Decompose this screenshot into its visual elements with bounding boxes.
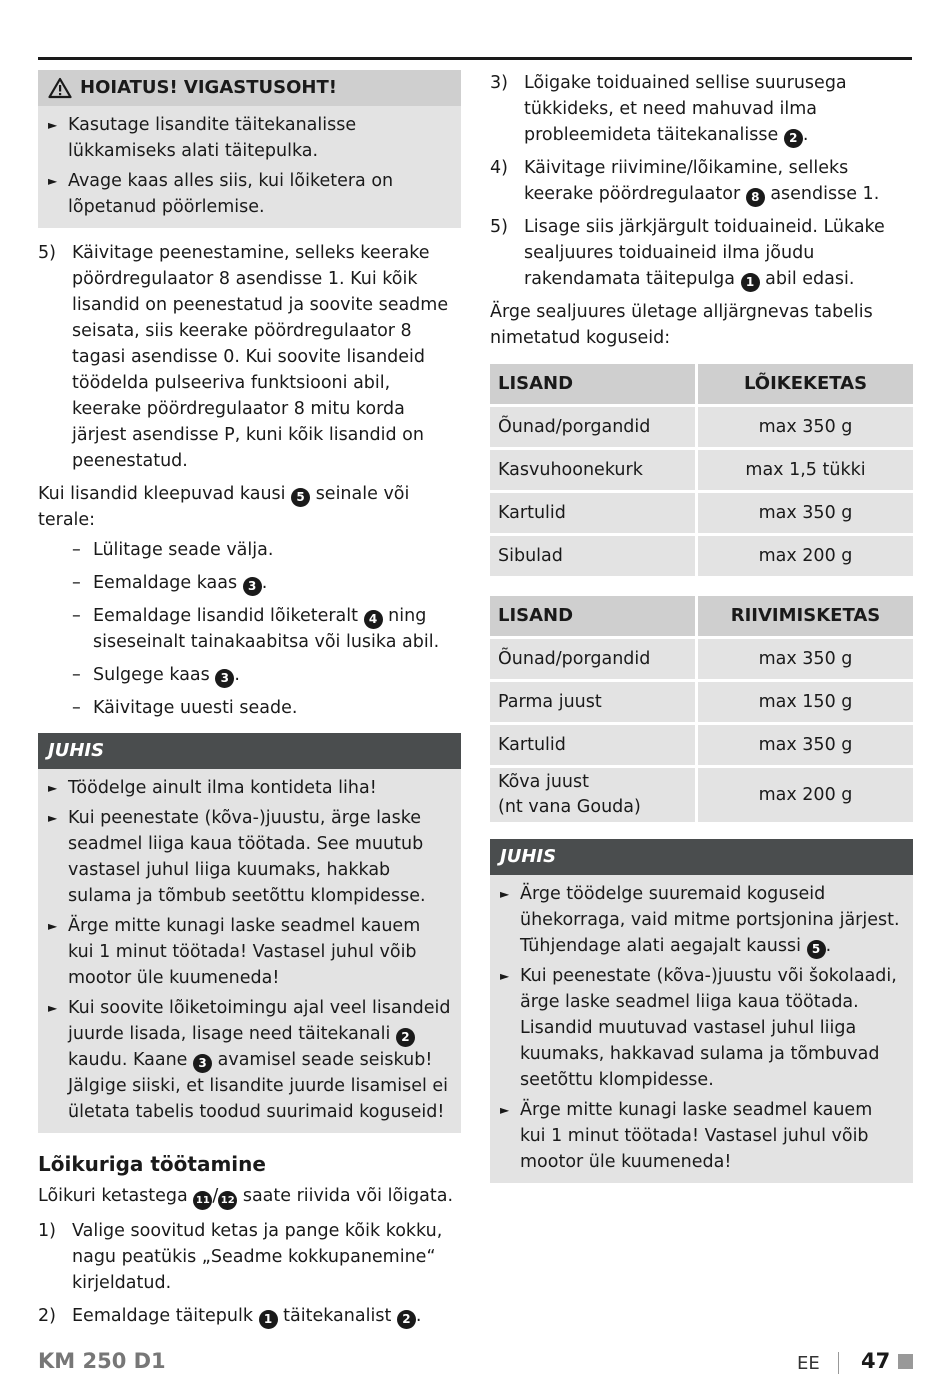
part-number-badge: 8 [746,188,765,207]
note-body [38,769,461,1133]
part-number-badge: 4 [364,610,383,629]
list-item: – Sulgege kaas 3 . [72,662,461,688]
part-number-badge: 11 [193,1191,212,1210]
table-header-row [490,364,913,404]
list-item: ► Kasutage lisandite täitekanalisse lükkamiseks alati täitepulka. [48,112,451,164]
note-box-2 [490,839,913,1183]
table-row: Kartulid max 350 g [490,725,913,765]
arrow-right-icon: ► [48,811,58,825]
part-number-badge: 1 [259,1310,278,1329]
section-title: Lõikuriga töötamine [38,1152,266,1176]
top-rule [38,57,912,60]
table-row: Õunad/porgandid max 350 g [490,407,913,447]
arrow-right-icon: ► [48,118,58,132]
footer-model: KM 250 D1 [38,1349,166,1373]
arrow-right-icon: ► [500,887,510,901]
arrow-right-icon: ► [48,919,58,933]
table-row: Parma juust max 150 g [490,682,913,722]
square-marker-icon [898,1354,913,1369]
table-header: LISAND [490,596,698,636]
warning-body [38,106,461,228]
warning-title: HOIATUS! VIGASTUSOHT! [80,77,337,98]
table-header: LÕIKEKETAS [698,364,913,404]
note-header: JUHIS [38,733,461,769]
warning-triangle-icon [48,77,72,99]
part-number-badge: 5 [807,940,826,959]
table-header: RIIVIMISKETAS [698,596,913,636]
part-number-badge: 12 [218,1191,237,1210]
arrow-right-icon: ► [48,781,58,795]
list-item: ► Kui peenestate (kõva-)juustu või šokolaadi, ärge laske seadmel liiga kaua töötada. Lisandid muutuvad vastasel juhul liiga kuumaks, hakkavad sulama ja tõmbuvad seetõttu klompidesse. [500,963,903,1093]
list-item: ► Kui peenestate (kõva-)juustu, ärge laske seadmel liiga kaua töötada. See muutub vastasel juhul liiga kuumaks, hakkab sulama ja tõmbub seetõttu klompidesse. [48,805,451,909]
page-number: 47 [861,1349,891,1373]
part-number-badge: 1 [741,273,760,292]
list-item: – Käivitage uuesti seade. [72,698,298,718]
part-number-badge: 3 [193,1054,212,1073]
grating-disc-table [490,593,913,825]
table-row: Sibulad max 200 g [490,536,913,576]
cutting-disc-table [490,361,913,579]
table-row: Kartulid max 350 g [490,493,913,533]
part-number-badge: 3 [215,669,234,688]
part-number-badge: 3 [243,577,262,596]
part-number-badge: 2 [397,1310,416,1329]
part-number-badge: 2 [396,1028,415,1047]
list-item: – Eemaldage kaas 3 . [72,570,461,596]
list-item: ► Kui soovite lõiketoimingu ajal veel lisandeid juurde lisada, lisage need täitekanali 2 kaudu. Kaane 3 avamisel seade seiskub! Jälgige siiski, et lisandite juurde lisamisel ei ületata tabelis toodud suurimaid koguseid! [48,995,451,1125]
table-header-row [490,596,913,636]
list-item: ► Ärge mitte kunagi laske seadmel kauem kui 1 minut töötada! Vastasel juhul võib mootor üle kuumeneda! [48,913,451,991]
warning-header [38,70,461,106]
arrow-right-icon: ► [48,1001,58,1015]
list-item: ► Töödelge ainult ilma kontideta liha! [48,775,451,801]
arrow-right-icon: ► [48,174,58,188]
step-5-right: 5) Lisage siis järkjärgult toiduaineid. Lükake sealjuures toiduaineid ilma jõudu rakendamata täitepulga 1 abil edasi. [490,214,913,292]
list-item: ► Ärge mitte kunagi laske seadmel kauem kui 1 minut töötada! Vastasel juhul võib mootor üle kuumeneda! [500,1097,903,1175]
right-column [490,70,913,1195]
stick-intro: Kui lisandid kleepuvad kausi 5 seinale või terale: [38,484,410,530]
table-row: Kasvuhoonekurk max 1,5 tükki [490,450,913,490]
section-intro: Lõikuri ketastega 11 / 12 saate riivida või lõigata. [38,1183,461,1210]
left-column [38,70,461,1336]
table-header: LISAND [490,364,698,404]
part-number-badge: 5 [291,488,310,507]
list-item: – Eemaldage lisandid lõiketeralt 4 ning siseseinalt tainakaabitsa või lusika abil. [72,606,440,652]
table-row: Kõva juust (nt vana Gouda) max 200 g [490,768,913,822]
warning-box [38,70,461,228]
limit-text: Ärge sealjuures ületage alljärgnevas tabelis nimetatud koguseid: [490,302,873,348]
arrow-right-icon: ► [500,1103,510,1117]
list-item: ► Avage kaas alles siis, kui lõiketera on lõpetanud pöörlemise. [48,168,451,220]
footer-language: EE [797,1353,820,1374]
arrow-right-icon: ► [500,969,510,983]
step-1: 1) Valige soovitud ketas ja pange kõik kokku, nagu peatükis „Seadme kokkupanemine“ kirjeldatud. [38,1221,443,1293]
part-number-badge: 2 [784,129,803,148]
table-row: Õunad/porgandid max 350 g [490,639,913,679]
list-item: ► Ärge töödelge suuremaid koguseid ühekorraga, vaid mitme portsjonina järjest. Tühjendage alati aegajalt kaussi 5 . [500,881,903,959]
step-5-left: 5) Käivitage peenestamine, selleks keerake pöördregulaator 8 asendisse 1. Kui kõik lisandid on peenestatud ja soovite seadme seisata, siis keerake pöördregulaator 8 tagasi asendisse 0. Kui soovite lisandeid töödelda pulseeriva funktsiooni abil, keerake pöördregulaator 8 mitu korda järjest asendisse P, kuni kõik lisandid on peenestatud. [38,243,449,471]
note-box-1 [38,733,461,1133]
step-4: 4) Käivitage riivimine/lõikamine, selleks keerake pöördregulaator 8 asendisse 1. [490,155,913,207]
step-3: 3) Lõigake toiduained sellise suurusega tükkideks, et need mahuvad ilma probleemideta täitekanalisse 2 . [490,70,913,148]
list-item: – Lülitage seade välja. [72,540,274,560]
step-2: 2) Eemaldage täitepulk 1 täitekanalist 2 . [38,1303,461,1329]
note-header: JUHIS [490,839,913,875]
note-body [490,875,913,1183]
footer-divider [838,1352,839,1374]
